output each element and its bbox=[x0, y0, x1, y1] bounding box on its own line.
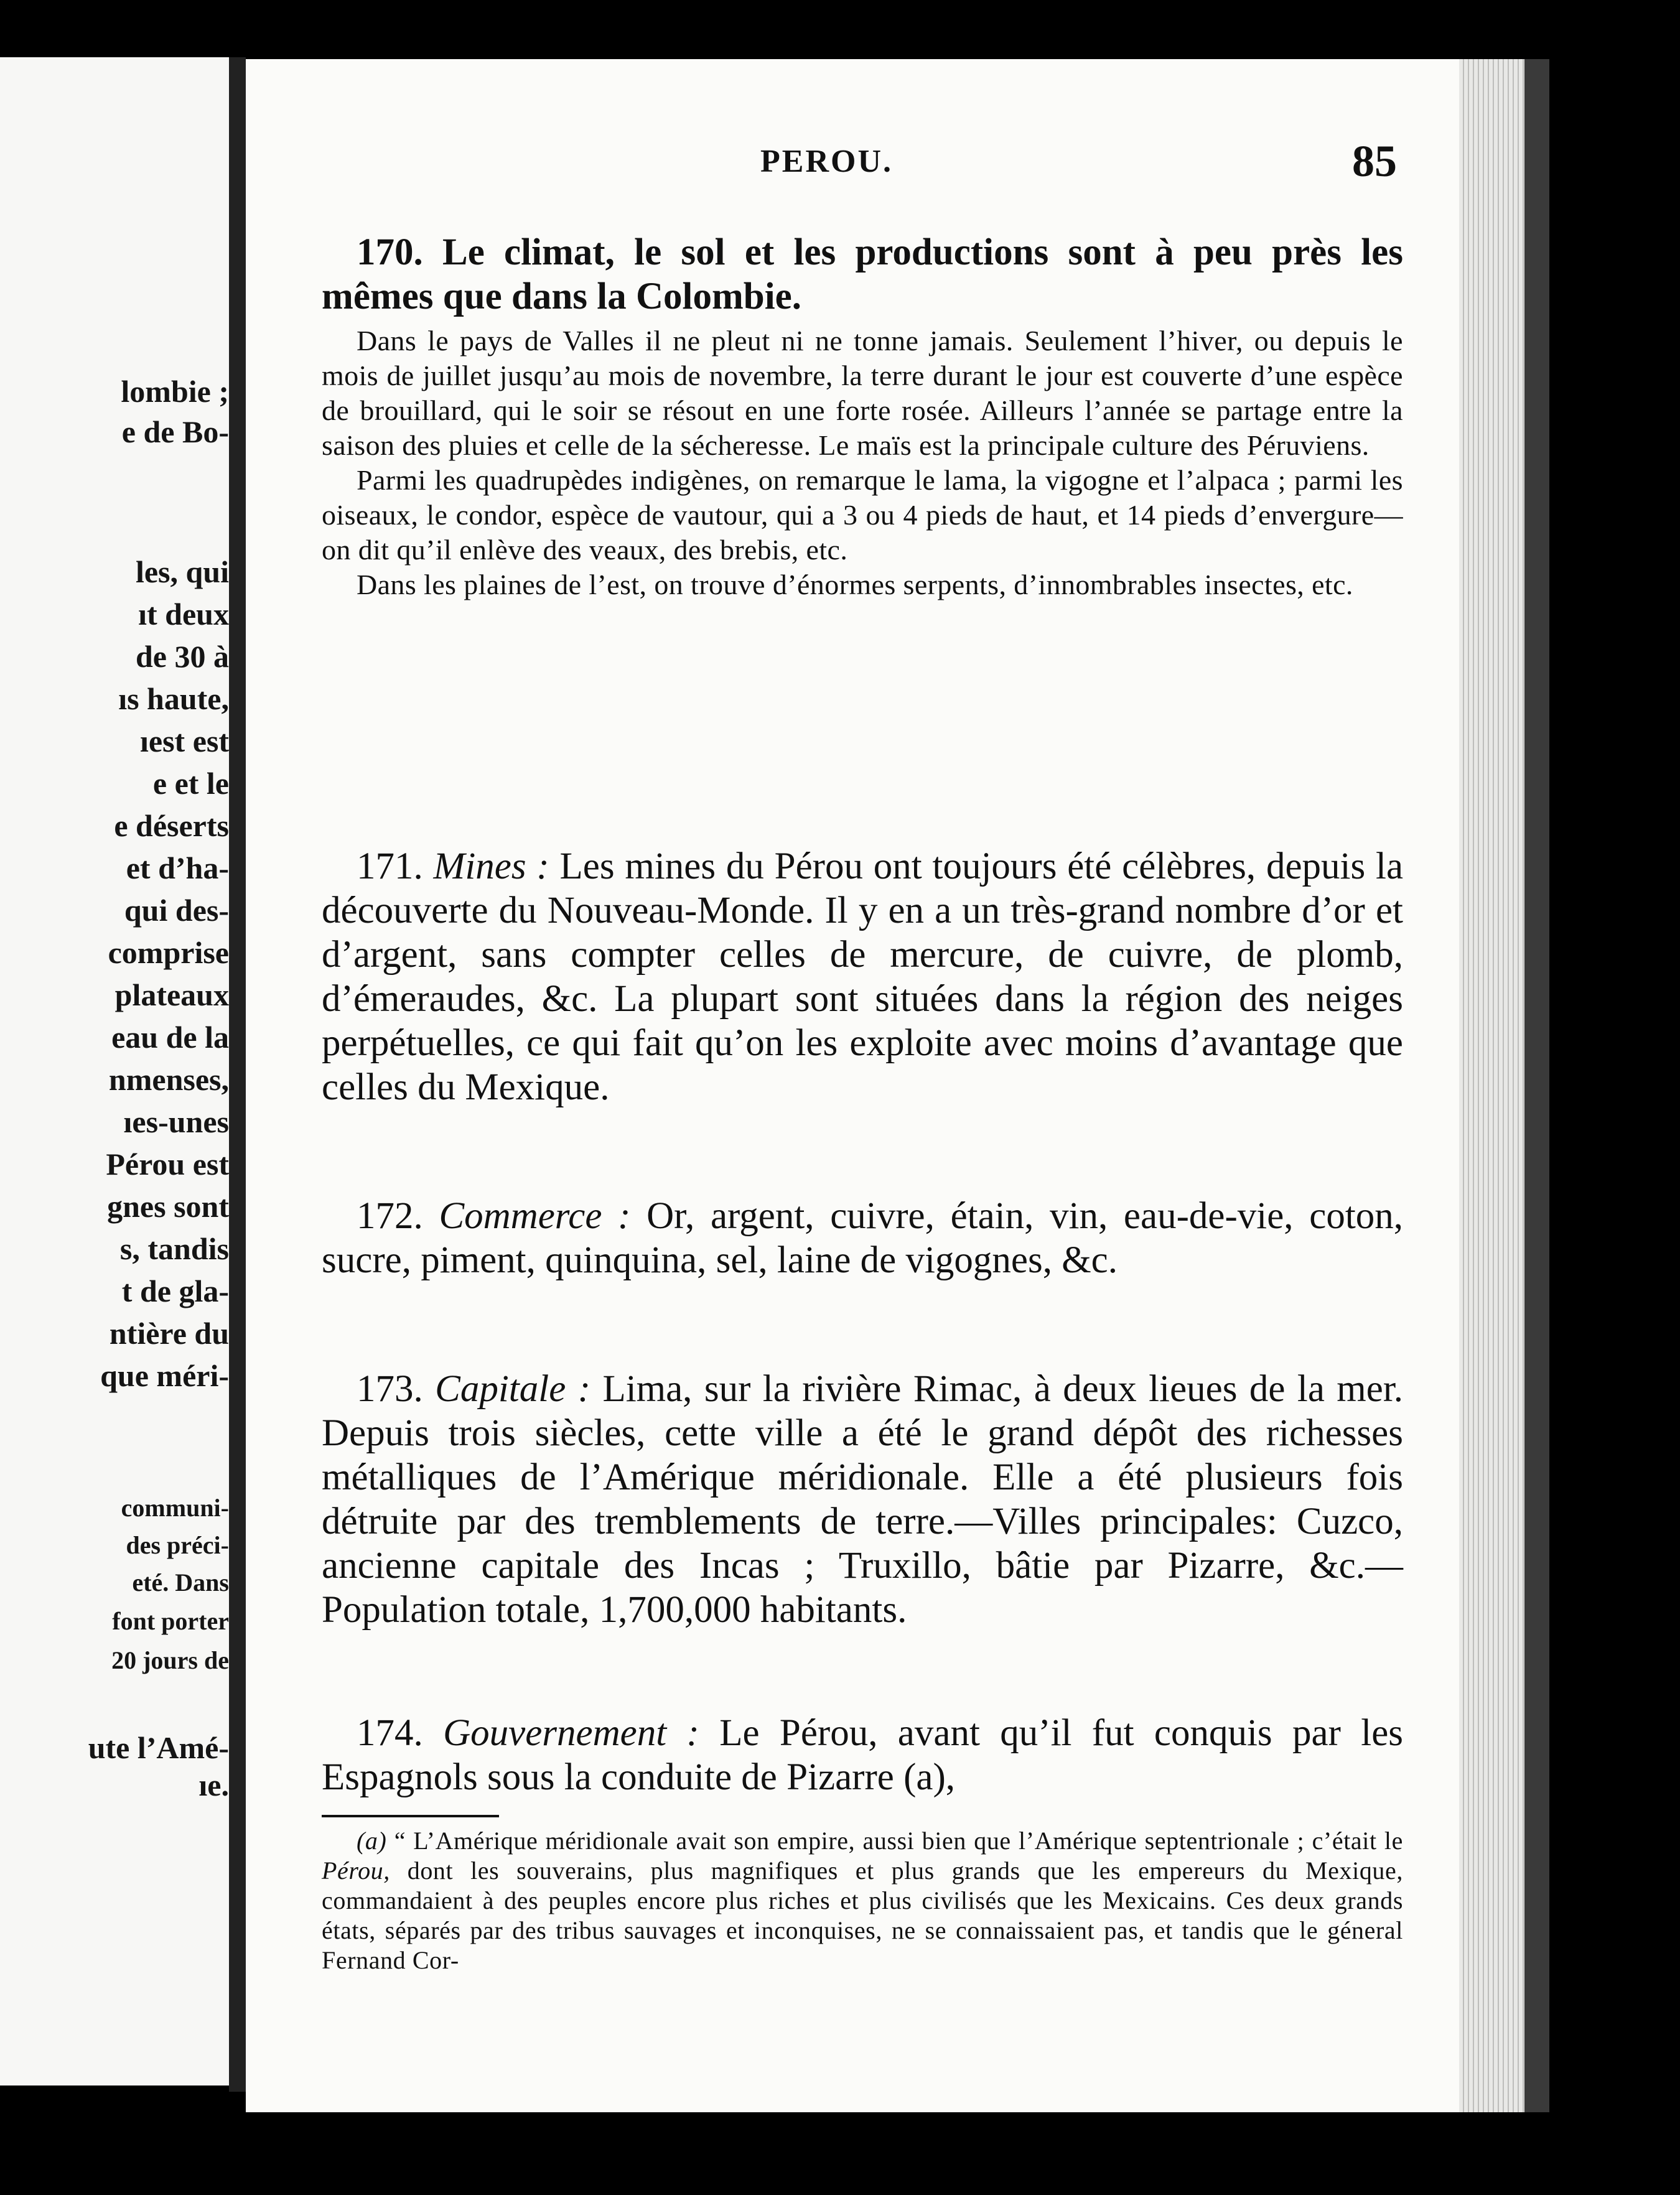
left-page-line: e et le bbox=[152, 766, 229, 801]
left-page-line: de 30 à bbox=[136, 639, 229, 674]
left-page-line: Pérou est bbox=[106, 1147, 229, 1181]
section-172-paragraph bbox=[322, 1194, 1403, 1282]
left-page-line: nmenses, bbox=[108, 1062, 229, 1097]
section-172 bbox=[322, 1194, 1403, 1282]
footnote-rule bbox=[322, 1815, 499, 1817]
section-170-paragraph-1: Dans le pays de Valles il ne pleut ni ne tonne jamais. Seulement l’hiver, ou depuis le mois de juillet jusqu’au mois de novembre, la terre durant le jour est couverte d’une espèce de brouillard, qui le soir se résout en une forte rosée. Ailleurs l’année se partage entre la saison des pluies et celle de la sécheresse. Le maïs est la principale culture des Péruviens. bbox=[322, 325, 1403, 461]
left-page-line: gnes sont bbox=[107, 1189, 229, 1224]
left-page-line: ute l’Amé- bbox=[88, 1730, 229, 1765]
footnote-marker: (a) bbox=[357, 1827, 387, 1855]
section-label: Mines : bbox=[433, 846, 549, 887]
left-page-line: que méri- bbox=[100, 1358, 229, 1393]
left-page-line: s, tandis bbox=[119, 1231, 229, 1266]
left-page-line: eau de la bbox=[111, 1020, 229, 1055]
page-edges bbox=[1459, 59, 1549, 2112]
footnote bbox=[322, 1826, 1403, 1975]
left-page-line: ntière du bbox=[109, 1316, 229, 1351]
left-page-line: ıest est bbox=[140, 724, 229, 758]
left-page-line: e déserts bbox=[114, 808, 229, 843]
left-page-line: comprise bbox=[108, 935, 229, 970]
section-label: Capitale : bbox=[435, 1368, 591, 1410]
section-173 bbox=[322, 1367, 1403, 1632]
left-page-line: ıes-unes bbox=[123, 1104, 229, 1139]
section-170 bbox=[322, 230, 1403, 602]
section-label: Commerce : bbox=[439, 1195, 631, 1237]
left-page-line: ıs haute, bbox=[118, 681, 229, 716]
section-number: 171. bbox=[357, 846, 423, 887]
section-171 bbox=[322, 844, 1403, 1109]
running-header bbox=[322, 136, 1403, 193]
right-page bbox=[246, 59, 1467, 2112]
section-170-paragraph-2: Parmi les quadrupèdes indigènes, on remarque le lama, la vigogne et l’alpaca ; parmi les oiseaux, le condor, espèce de vautour, qui a 3 ou 4 pieds de haut, et 14 pieds d’envergure—on dit qu’il enlève des veaux, des brebis, etc. bbox=[322, 464, 1403, 566]
section-number: 172. bbox=[357, 1195, 423, 1237]
left-page-line: e de Bo- bbox=[121, 414, 229, 449]
section-text: Le Pérou, avant qu’il fut conquis par les Espagnols sous la conduite de Pizarre (a), bbox=[322, 1712, 1404, 1798]
footnote-paragraph bbox=[322, 1826, 1403, 1975]
section-label: Gouvernement : bbox=[443, 1712, 699, 1754]
left-page-line: font porter bbox=[112, 1607, 229, 1635]
section-text: Or, argent, cuivre, étain, vin, eau-de-vie, coton, sucre, piment, quinquina, sel, laine de vigognes, &c. bbox=[322, 1195, 1404, 1281]
section-174-paragraph bbox=[322, 1711, 1403, 1799]
left-page-line: 20 jours de bbox=[111, 1646, 229, 1674]
left-page-line: t de gla- bbox=[121, 1274, 229, 1308]
left-page-line: eté. Dans bbox=[132, 1568, 229, 1596]
left-page-line: lombie ; bbox=[121, 374, 229, 409]
book-gutter bbox=[229, 57, 246, 2092]
left-page-line: et d’ha- bbox=[126, 851, 229, 885]
running-title: PEROU. bbox=[760, 144, 893, 179]
left-page-line: communi- bbox=[121, 1494, 229, 1522]
left-page-line: qui des- bbox=[124, 893, 229, 928]
section-173-paragraph bbox=[322, 1367, 1403, 1632]
section-170-lead: 170. Le climat, le sol et les productions sont à peu près les mêmes que dans la Colombie. bbox=[322, 231, 1403, 317]
section-171-paragraph bbox=[322, 844, 1403, 1109]
section-170-paragraph-3: Dans les plaines de l’est, on trouve d’énormes serpents, d’innombrables insectes, etc. bbox=[357, 569, 1353, 600]
section-number: 173. bbox=[357, 1368, 423, 1410]
section-text: Les mines du Pérou ont toujours été célèbres, depuis la découverte du Nouveau-Monde. Il y en a un très-grand nombre d’or et d’argent, sans compter celles de mercure, de cuivre, de plomb, d’émeraudes, &c. La plupart sont situées dans la région des neiges perpétuelles, ce qui fait qu’on les exploite avec moins d’avantage que celles du Mexique. bbox=[322, 846, 1404, 1108]
section-174 bbox=[322, 1711, 1403, 1799]
left-page bbox=[0, 57, 229, 2085]
left-page-line: des préci- bbox=[126, 1531, 229, 1559]
left-page-line: les, qui bbox=[135, 554, 229, 589]
left-page-line: ıt deux bbox=[138, 597, 229, 631]
section-number: 174. bbox=[357, 1712, 423, 1754]
footnote-italic: Pérou, bbox=[322, 1857, 390, 1885]
section-text: Lima, sur la rivière Rimac, à deux lieues de la mer. Depuis trois siècles, cette ville a été le grand dépôt des richesses métalliques de l’Amérique méridionale. Elle a été plusieurs fois détruite par des tremblements de terre.—Villes principales: Cuzco, ancienne capitale des Incas ; Truxillo, bâtie par Pizarre, &c.—Population totale, 1,700,000 habitants. bbox=[322, 1368, 1404, 1631]
left-page-line: ıe. bbox=[198, 1768, 229, 1802]
page-number: 85 bbox=[1352, 136, 1397, 186]
left-page-line: plateaux bbox=[114, 977, 229, 1012]
footnote-text-start: “ L’Amérique méridionale avait son empire, aussi bien que l’Amérique septentrionale ; c’était le bbox=[394, 1827, 1403, 1855]
footnote-text-end: dont les souverains, plus magnifiques et plus grands que les empereurs du Mexique, commandaient à des peuples encore plus riches et plus civilisés que les Mexicains. Ces deux grands états, séparés par des tribus sauvages et inconquises, ne se connaissaient pas, et tandis que le géneral Fernand Cor- bbox=[322, 1857, 1403, 1974]
